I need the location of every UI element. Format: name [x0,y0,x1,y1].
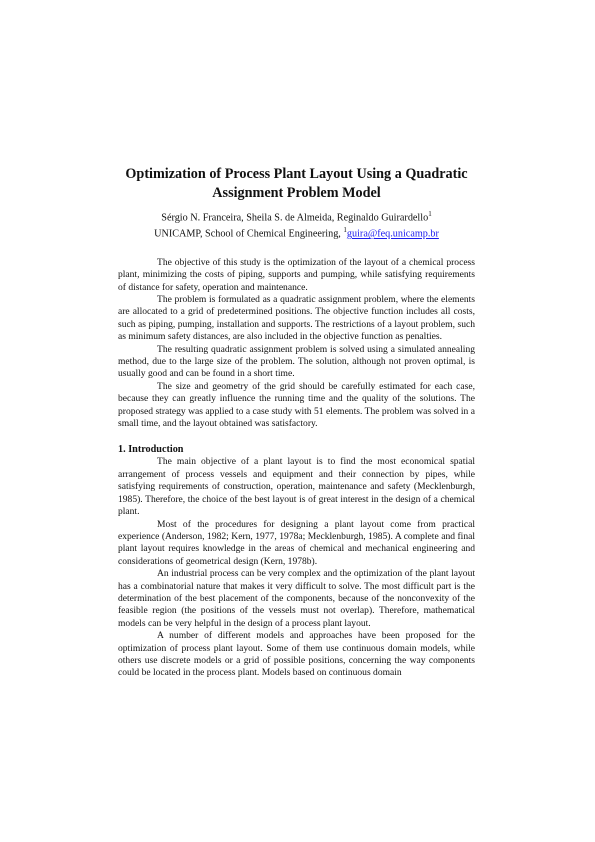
introduction-section [118,456,475,679]
body-paragraph: An industrial process can be very complex and the optimization of the plant layout has a combinatorial nature that makes it very difficult to solve. The most difficult part is the determination of the best placement of the components, because of the nonconvexity of the feasible region (the positions of the vessels must not overlap). Therefore, mathematical models can be very helpful in the design of a process plant layout. [118,568,475,629]
body-paragraph: The main objective of a plant layout is to find the most economical spatial arrangement of process vessels and equipment and their connection by pipes, while satisfying requirements of construction, operation, maintenance and safety (Mecklenburgh, 1985). Therefore, the choice of the best layout is of great interest in the design of a chemical plant. [118,456,475,518]
body-paragraph: Most of the procedures for designing a plant layout come from practical experience (Anderson, 1982; Kern, 1977, 1978a; Mecklenburgh, 1985). A complete and final plant layout requires knowledge in the areas of chemical and mechanical engineering and considerations of geometrical design (Kern, 1978b). [118,518,475,567]
email-superscript: 1 [343,226,347,235]
body-paragraph: A number of different models and approaches have been proposed for the optimization of process plant layout. Some of them use continuous domain models, while others use discrete models or a grid of possible positions, concerning the way components could be located in the process plant. Models based on continuous domain [118,630,475,679]
abstract-paragraph: The objective of this study is the optimization of the layout of a chemical process plant, minimizing the costs of piping, supports and pumping, while satisfying requirements of distance for safety, operation and maintenance. [118,256,475,293]
author-line [118,208,475,224]
abstract-paragraph: The size and geometry of the grid should be carefully estimated for each case, because they can greatly influence the running time and the quality of the solutions. The proposed strategy was applied to a case study with 51 elements. The problem was solved in a small time, and the layout obtained was satisfactory. [118,380,475,430]
author-superscript: 1 [428,210,432,218]
affiliation-line [118,224,475,240]
abstract-paragraph: The resulting quadratic assignment problem is solved using a simulated annealing method, due to the large size of the problem. The solution, although not proven optimal, is usually good and can be found in a short time. [118,343,475,380]
affiliation: UNICAMP, School of Chemical Engineering, [154,228,344,240]
abstract-paragraph: The problem is formulated as a quadratic assignment problem, where the elements are allocated to a grid of predetermined positions. The objective function includes all costs, such as piping, pumping, installation and supports. The restrictions of a layout problem, such as minimum safety distances, are also included in the objective function as penalties. [118,294,475,343]
authors: Sérgio N. Franceira, Sheila S. de Almeida, Reginaldo Guirardello [161,212,429,224]
page-content [118,165,475,680]
paper-title: Optimization of Process Plant Layout Using a Quadratic Assignment Problem Model [125,166,468,201]
email-link[interactable]: guira@feq.unicamp.br [346,228,439,240]
abstract [118,257,475,431]
section-heading: 1. Introduction [118,444,184,456]
